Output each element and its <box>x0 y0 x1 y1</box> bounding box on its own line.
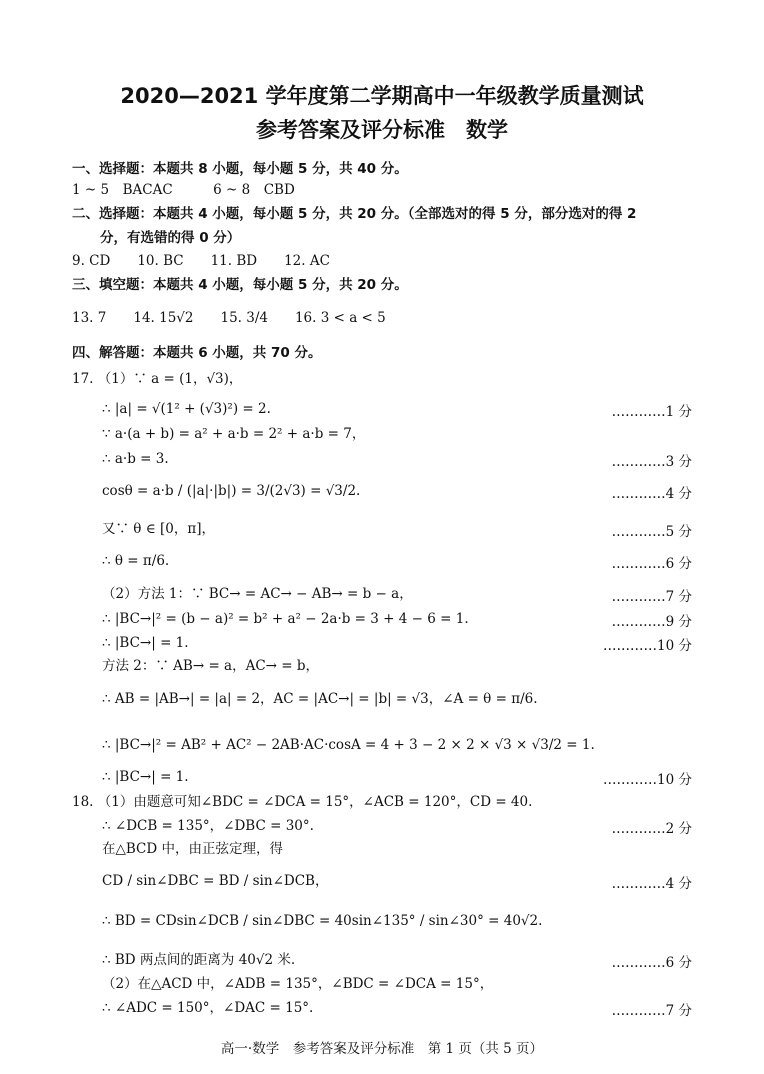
page-subtitle: 参考答案及评分标准 数学 <box>256 118 508 142</box>
q17-score: …………1 分 <box>611 404 692 420</box>
q17-line: ∴ |a| = √(1² + (√3)²) = 2. <box>102 401 271 417</box>
q17-score: …………6 分 <box>611 556 692 572</box>
q18-line: 在△BCD 中，由正弦定理，得 <box>102 841 283 857</box>
q17-score: …………3 分 <box>611 454 692 470</box>
q18-score: …………2 分 <box>611 821 692 837</box>
page-title: 2020—2021 学年度第二学期高中一年级教学质量测试 <box>120 84 644 108</box>
q18-line: 18. （1）由题意可知∠BDC = ∠DCA = 15°，∠ACB = 120°，CD = 40. <box>72 794 533 810</box>
section3-heading: 三、填空题：本题共 4 小题，每小题 5 分，共 20 分。 <box>72 277 408 293</box>
q17-line: ∴ |BC→| = 1. <box>102 769 189 785</box>
q17-score: …………5 分 <box>611 524 692 540</box>
q17-line: ∴ |BC→|² = AB² + AC² − 2AB·AC·cosA = 4 + 3 − 2 × 2 × √3 × √3/2 = 1. <box>102 737 595 753</box>
section2-heading: 二、选择题：本题共 4 小题，每小题 5 分，共 20 分。（全部选对的得 5 分，部分选对的得 2 <box>72 206 637 222</box>
q17-line: cosθ = a·b / (|a|·|b|) = 3/(2√3) = √3/2. <box>102 483 361 499</box>
q17-line: ∴ AB = |AB→| = |a| = 2，AC = |AC→| = |b| = √3，∠A = θ = π/6. <box>102 691 538 707</box>
q17-score: …………10 分 <box>603 772 692 788</box>
q17-line: （2）方法 1：∵ BC→ = AC→ − AB→ = b − a， <box>102 586 413 602</box>
q18-line: ∴ BD = CDsin∠DCB / sin∠DBC = 40sin∠135° / sin∠30° = 40√2. <box>102 913 543 929</box>
q18-line: CD / sin∠DBC = BD / sin∠DCB， <box>102 873 329 889</box>
q18-line: ∴ ∠ADC = 150°，∠DAC = 15°. <box>102 1000 314 1016</box>
q17-score: …………7 分 <box>611 589 692 605</box>
page-footer: 高一·数学 参考答案及评分标准 第 1 页（共 5 页） <box>220 1041 544 1057</box>
q17-line: 又∵ θ ∈ [0，π]， <box>102 521 215 537</box>
q17-line: ∴ θ = π/6. <box>102 553 170 569</box>
q17-line: ∴ |BC→|² = (b − a)² = b² + a² − 2a·b = 3 + 4 − 6 = 1. <box>102 611 469 627</box>
q17-score: …………4 分 <box>611 486 692 502</box>
q17-score: …………9 分 <box>611 614 692 630</box>
q17-score: …………10 分 <box>603 638 692 654</box>
q18-line: （2）在△ACD 中，∠ADB = 135°，∠BDC = ∠DCA = 15°， <box>102 976 494 992</box>
section1-heading: 一、选择题：本题共 8 小题，每小题 5 分，共 40 分。 <box>72 161 408 177</box>
section4-heading: 四、解答题：本题共 6 小题，共 70 分。 <box>72 345 322 361</box>
section2-heading-cont: 分，有选错的得 0 分） <box>100 230 241 246</box>
q18-score: …………4 分 <box>611 876 692 892</box>
q18-line: ∴ BD 两点间的距离为 40√2 米. <box>102 952 296 968</box>
q17-line: ∵ a·(a + b) = a² + a·b = 2² + a·b = 7， <box>102 426 366 442</box>
q18-score: …………6 分 <box>611 955 692 971</box>
section2-answers: 9. CD 10. BC 11. BD 12. AC <box>72 253 330 269</box>
q17-line: ∴ |BC→| = 1. <box>102 635 189 651</box>
q18-score: …………7 分 <box>611 1003 692 1019</box>
q17-line: ∴ a·b = 3. <box>102 451 169 467</box>
q17-line: 17. （1）∵ a = (1，√3)， <box>72 371 243 387</box>
section1-answers: 1 ~ 5 BACAC 6 ~ 8 CBD <box>72 182 295 198</box>
q18-line: ∴ ∠DCB = 135°，∠DBC = 30°. <box>102 818 314 834</box>
q17-line: 方法 2：∵ AB→ = a，AC→ = b， <box>102 658 320 674</box>
section3-answers: 13. 7 14. 15√2 15. 3/4 16. 3 < a < 5 <box>72 310 386 326</box>
